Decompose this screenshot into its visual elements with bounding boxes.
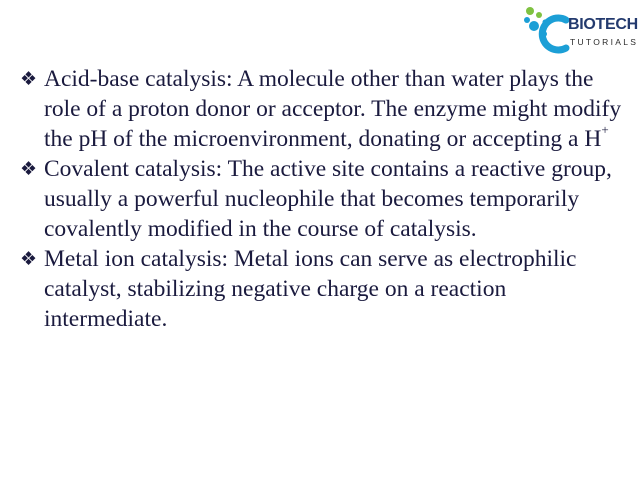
logo-subtitle: TUTORIALS: [570, 37, 638, 47]
list-item-metal-ion: [20, 244, 632, 334]
list-item-covalent: [20, 154, 632, 244]
superscript-plus: +: [601, 122, 609, 137]
item-text: Metal ion catalysis: Metal ions can serve as electrophilic catalyst, stabilizing negative charge on a reaction intermediate.: [44, 246, 577, 332]
diamond-bullet-icon: ❖: [20, 158, 38, 180]
item-text: Covalent catalysis: The active site contains a reactive group, usually a powerful nucleophile that becomes temporarily covalently modified in the course of catalysis.: [44, 156, 612, 242]
item-text: Acid-base catalysis: A molecule other than water plays the role of a proton donor or acceptor. The enzyme might modify the pH of the microenvironment, donating or accepting a H: [44, 66, 622, 152]
list-item-acid-base: [20, 64, 632, 154]
diamond-bullet-icon: ❖: [20, 248, 38, 270]
slide-content: [20, 64, 632, 334]
diamond-bullet-icon: ❖: [20, 68, 38, 90]
biotech-tutorials-logo: [518, 6, 636, 58]
logo-brand: BIOTECH: [568, 16, 638, 33]
